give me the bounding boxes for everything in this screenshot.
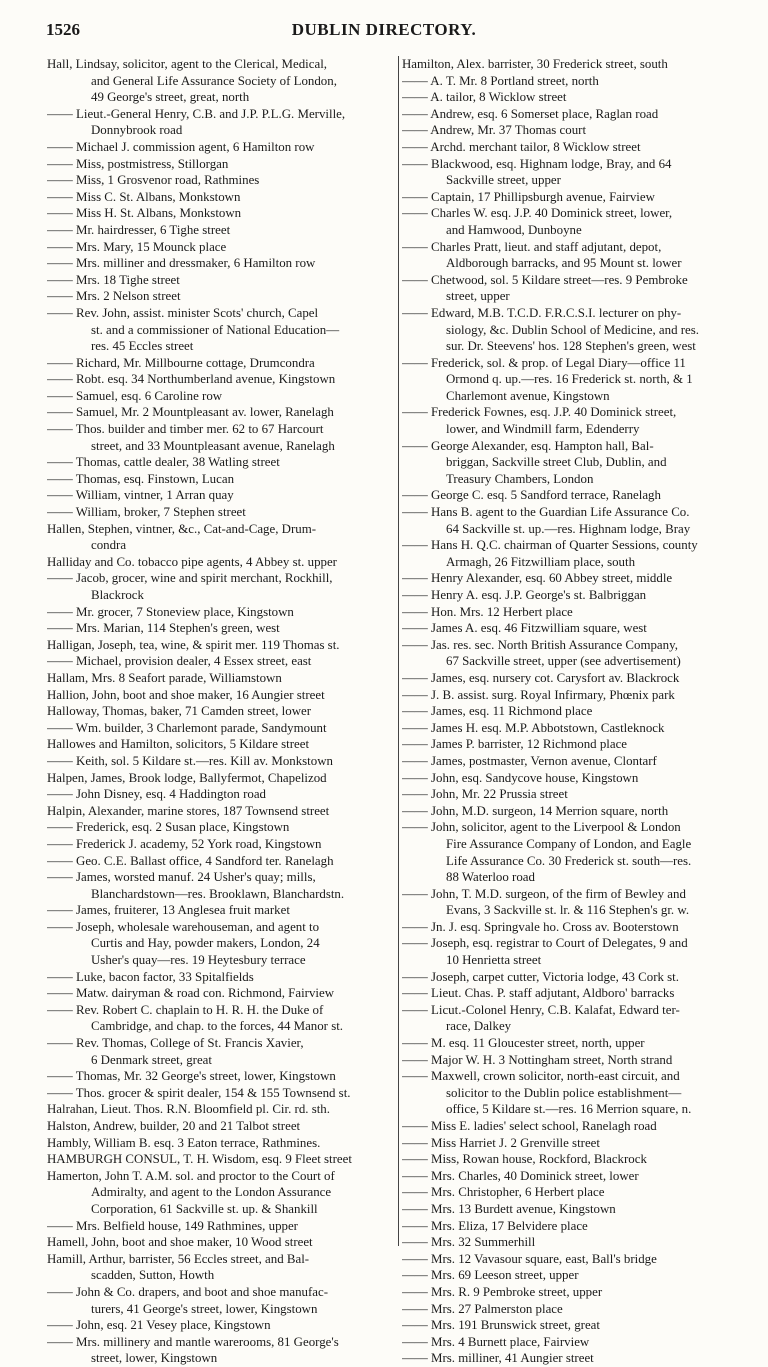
entry-continuation-line: office, 5 Kildare st.—res. 16 Merrion square, n.: [446, 1102, 692, 1117]
directory-entry: [47, 803, 403, 820]
entry-line: —— Mrs. 69 Leeson street, upper: [402, 1268, 579, 1283]
entry-line: —— Charles W. esq. J.P. 40 Dominick street, lower,: [402, 206, 673, 221]
directory-entry: [47, 222, 403, 239]
directory-entry: [47, 1251, 403, 1284]
directory-entry: [402, 504, 754, 537]
entry-line: Halpin, Alexander, marine stores, 187 Townsend street: [47, 803, 330, 818]
entry-line: —— Jacob, grocer, wine and spirit merchant, Rockhill,: [47, 571, 333, 586]
directory-entry: [47, 1168, 403, 1218]
entry-line: —— Thos. grocer & spirit dealer, 154 & 155 Townsend st.: [47, 1085, 351, 1100]
directory-entry: [47, 969, 403, 986]
directory-entry: [402, 935, 754, 968]
directory-entry: [47, 355, 403, 372]
entry-line: —— George C. esq. 5 Sandford terrace, Ranelagh: [402, 488, 661, 503]
directory-entry: [402, 1284, 754, 1301]
right-column: [402, 56, 754, 1367]
entry-line: —— Mrs. 18 Tighe street: [47, 272, 180, 287]
entry-line: —— John Disney, esq. 4 Haddington road: [47, 787, 266, 802]
entry-line: HAMBURGH CONSUL, T. H. Wisdom, esq. 9 Fleet street: [47, 1152, 352, 1167]
directory-entry: [402, 404, 754, 437]
entry-line: —— Thomas, esq. Finstown, Lucan: [47, 471, 235, 486]
entry-continuation-line: Charlemont avenue, Kingstown: [446, 388, 610, 403]
directory-entry: [47, 1151, 403, 1168]
directory-entry: [402, 1201, 754, 1218]
directory-entry: [47, 554, 403, 571]
entry-line: —— Keith, sol. 5 Kildare st.—res. Kill av. Monkstown: [47, 753, 333, 768]
entry-line: —— Mrs. 32 Summerhill: [402, 1235, 536, 1250]
entry-line: —— Miss, postmistress, Stillorgan: [47, 156, 229, 171]
entry-continuation-line: res. 45 Eccles street: [91, 339, 194, 354]
entry-continuation-line: solicitor to the Dublin police establishment—: [446, 1085, 682, 1100]
directory-entry: [402, 886, 754, 919]
entry-line: —— John, esq. Sandycove house, Kingstown: [402, 770, 639, 785]
entry-line: —— George Alexander, esq. Hampton hall, Bal-: [402, 438, 654, 453]
directory-entry: [47, 172, 403, 189]
directory-entry: [402, 189, 754, 206]
directory-entry: [402, 56, 754, 73]
entry-line: —— Edward, M.B. T.C.D. F.R.C.S.I. lecturer on phy-: [402, 305, 682, 320]
entry-continuation-line: 6 Denmark street, great: [91, 1052, 212, 1067]
entry-line: —— Miss E. ladies' select school, Ranelagh road: [402, 1119, 657, 1133]
entry-line: —— Thos. builder and timber mer. 62 to 67 Harcourt: [47, 422, 324, 437]
directory-entry: [47, 1085, 403, 1102]
directory-entry: [402, 156, 754, 189]
entry-line: —— Lieut. Chas. P. staff adjutant, Aldboro' barracks: [402, 986, 675, 1001]
entry-line: —— Miss Harriet J. 2 Grenville street: [402, 1135, 600, 1150]
entry-line: —— Hon. Mrs. 12 Herbert place: [402, 604, 573, 619]
entry-continuation-line: and General Life Assurance Society of London,: [91, 73, 337, 88]
directory-entry: [402, 703, 754, 720]
directory-entry: [402, 770, 754, 787]
directory-entry: [47, 1002, 403, 1035]
entry-continuation-line: street, lower, Kingstown: [91, 1351, 218, 1366]
entry-line: Halloway, Thomas, baker, 71 Camden street, lower: [47, 704, 312, 719]
directory-entry: [47, 371, 403, 388]
directory-entry: [402, 139, 754, 156]
directory-entry: [47, 853, 403, 870]
directory-entry: [47, 421, 403, 454]
entry-continuation-line: street, upper: [446, 289, 510, 304]
entry-continuation-line: 67 Sackville street, upper (see advertisement): [446, 654, 681, 669]
directory-entry: [402, 1267, 754, 1284]
entry-line: —— Hans H. Q.C. chairman of Quarter Sessions, county: [402, 538, 698, 553]
directory-entry: [47, 919, 403, 969]
entry-line: —— Samuel, esq. 6 Caroline row: [47, 388, 223, 403]
entry-line: Hamilton, Alex. barrister, 30 Frederick street, south: [402, 57, 668, 71]
entry-line: Hamell, John, boot and shoe maker, 10 Wood street: [47, 1235, 313, 1250]
entry-continuation-line: Cambridge, and chap. to the forces, 44 Manor st.: [91, 1019, 344, 1034]
directory-entry: [402, 355, 754, 405]
directory-entry: [402, 720, 754, 737]
entry-line: —— Chetwood, sol. 5 Kildare street—res. 9 Pembroke: [402, 272, 688, 287]
entry-line: Hall, Lindsay, solicitor, agent to the Clerical, Medical,: [47, 57, 328, 71]
entry-line: —— Andrew, esq. 6 Somerset place, Raglan road: [402, 106, 659, 121]
entry-continuation-line: siology, &c. Dublin School of Medicine, and res.: [446, 322, 699, 337]
directory-entry: [47, 687, 403, 704]
directory-entry: [402, 919, 754, 936]
entry-line: —— Mrs. milliner and dressmaker, 6 Hamilton row: [47, 256, 316, 271]
left-column: [47, 56, 403, 1367]
directory-entry: [47, 604, 403, 621]
entry-continuation-line: and Hamwood, Dunboyne: [446, 222, 582, 237]
directory-entry: [402, 106, 754, 123]
directory-entry: [47, 753, 403, 770]
entry-line: —— A. T. Mr. 8 Portland street, north: [402, 73, 599, 88]
directory-entry: [402, 570, 754, 587]
entry-line: —— Andrew, Mr. 37 Thomas court: [402, 123, 587, 138]
entry-continuation-line: briggan, Sackville street Club, Dublin, and: [446, 455, 667, 470]
entry-line: Hamerton, John T. A.M. sol. and proctor to the Court of: [47, 1168, 335, 1183]
entry-line: —— John, T. M.D. surgeon, of the firm of Bewley and: [402, 886, 686, 901]
directory-entry: [47, 388, 403, 405]
directory-entry: [47, 670, 403, 687]
entry-line: —— John, solicitor, agent to the Liverpool & London: [402, 820, 681, 835]
entry-line: —— James, esq. nursery cot. Carysfort av. Blackrock: [402, 670, 680, 685]
entry-line: Halligan, Joseph, tea, wine, & spirit mer. 119 Thomas st.: [47, 637, 340, 652]
running-title: DUBLIN DIRECTORY.: [291, 20, 477, 39]
entry-line: —— Mr. hairdresser, 6 Tighe street: [47, 222, 231, 237]
entry-line: —— Mrs. 13 Burdett avenue, Kingstown: [402, 1201, 616, 1216]
entry-continuation-line: sur. Dr. Steevens' hos. 128 Stephen's green, west: [446, 339, 696, 354]
entry-line: —— John & Co. drapers, and boot and shoe manufac-: [47, 1284, 329, 1299]
entry-line: —— Geo. C.E. Ballast office, 4 Sandford ter. Ranelagh: [47, 853, 334, 868]
directory-entry: [47, 736, 403, 753]
directory-entry: [402, 637, 754, 670]
directory-entry: [402, 1168, 754, 1185]
directory-entry: [402, 803, 754, 820]
directory-entry: [402, 1334, 754, 1351]
entry-line: —— Mrs. Charles, 40 Dominick street, lower: [402, 1168, 639, 1183]
entry-line: —— Licut.-Colonel Henry, C.B. Kalafat, Edward ter-: [402, 1002, 680, 1017]
entry-continuation-line: Aldborough barracks, and 95 Mount st. lower: [446, 256, 682, 271]
directory-entry: [402, 1184, 754, 1201]
entry-line: —— Major W. H. 3 Nottingham street, North strand: [402, 1052, 673, 1067]
directory-entry: [47, 1035, 403, 1068]
directory-entry: [402, 985, 754, 1002]
entry-continuation-line: Armagh, 26 Fitzwilliam place, south: [446, 554, 636, 569]
directory-entry: [402, 1135, 754, 1152]
entry-continuation-line: Blanchardstown—res. Brooklawn, Blanchardstn.: [91, 886, 345, 901]
directory-entry: [47, 869, 403, 902]
directory-entry: [402, 438, 754, 488]
entry-continuation-line: condra: [91, 538, 127, 553]
directory-entry: [402, 1350, 754, 1367]
entry-line: —— Mrs. Marian, 114 Stephen's green, west: [47, 621, 280, 636]
entry-continuation-line: Curtis and Hay, powder makers, London, 24: [91, 936, 320, 951]
entry-line: —— Robt. esq. 34 Northumberland avenue, Kingstown: [47, 372, 336, 387]
entry-line: —— Mrs. Eliza, 17 Belvidere place: [402, 1218, 588, 1233]
directory-entry: [402, 305, 754, 355]
directory-entry: [402, 1234, 754, 1251]
directory-entry: [47, 1118, 403, 1135]
directory-entry: [47, 288, 403, 305]
entry-line: —— Captain, 17 Phillipsburgh avenue, Fairview: [402, 189, 655, 204]
entry-line: —— Mrs. 2 Nelson street: [47, 289, 181, 304]
directory-entry: [402, 819, 754, 885]
directory-entry: [47, 139, 403, 156]
entry-line: Hamill, Arthur, barrister, 56 Eccles street, and Bal-: [47, 1251, 310, 1266]
column-divider: [398, 56, 399, 1246]
directory-entry: [47, 985, 403, 1002]
entry-line: —— Miss, Rowan house, Rockford, Blackrock: [402, 1152, 647, 1167]
entry-continuation-line: Fire Assurance Company of London, and Eagle: [446, 836, 692, 851]
directory-entry: [47, 836, 403, 853]
entry-line: Hallion, John, boot and shoe maker, 16 Aungier street: [47, 687, 325, 702]
entry-line: —— Henry Alexander, esq. 60 Abbey street, middle: [402, 571, 673, 586]
directory-entry: [47, 239, 403, 256]
entry-line: —— William, vintner, 1 Arran quay: [47, 488, 234, 503]
directory-entry: [47, 189, 403, 206]
directory-entry: [402, 1035, 754, 1052]
directory-entry: [402, 786, 754, 803]
entry-line: —— M. esq. 11 Gloucester street, north, upper: [402, 1036, 645, 1051]
entry-line: Hallam, Mrs. 8 Seafort parade, Williamstown: [47, 670, 282, 685]
directory-entry: [402, 753, 754, 770]
entry-line: Hallowes and Hamilton, solicitors, 5 Kildare street: [47, 737, 310, 752]
entry-continuation-line: Blackrock: [91, 588, 144, 602]
directory-entry: [402, 1301, 754, 1318]
directory-entry: [402, 670, 754, 687]
entry-continuation-line: st. and a commissioner of National Education—: [91, 322, 340, 337]
entry-line: —— Thomas, Mr. 32 George's street, lower, Kingstown: [47, 1069, 336, 1084]
entry-line: —— Frederick, sol. & prop. of Legal Diary—office 11: [402, 355, 686, 370]
entry-line: —— Henry A. esq. J.P. George's st. Balbriggan: [402, 588, 647, 602]
entry-continuation-line: Usher's quay—res. 19 Heytesbury terrace: [91, 953, 306, 968]
directory-entry: [47, 1101, 403, 1118]
directory-entry: [402, 1052, 754, 1069]
directory-entry: [47, 305, 403, 355]
entry-continuation-line: 64 Sackville st. up.—res. Highnam lodge, Bray: [446, 521, 691, 536]
entry-line: —— Jn. J. esq. Springvale ho. Cross av. Booterstown: [402, 919, 679, 934]
directory-entry: [47, 56, 403, 106]
directory-entry: [47, 819, 403, 836]
directory-entry: [402, 620, 754, 637]
directory-entry: [47, 487, 403, 504]
directory-entry: [47, 1334, 403, 1367]
directory-entry: [47, 637, 403, 654]
entry-line: —— Matw. dairyman & road con. Richmond, Fairview: [47, 986, 334, 1001]
directory-entry: [47, 1284, 403, 1317]
entry-line: —— Richard, Mr. Millbourne cottage, Drumcondra: [47, 355, 315, 370]
directory-entry: [47, 205, 403, 222]
entry-continuation-line: street, and 33 Mountpleasant avenue, Ranelagh: [91, 438, 335, 453]
entry-continuation-line: Sackville street, upper: [446, 173, 561, 188]
entry-line: —— Joseph, esq. registrar to Court of Delegates, 9 and: [402, 936, 688, 951]
entry-continuation-line: Life Assurance Co. 30 Frederick st. south—res.: [446, 853, 692, 868]
entry-line: —— Samuel, Mr. 2 Mountpleasant av. lower, Ranelagh: [47, 405, 334, 420]
entry-line: —— Miss C. St. Albans, Monkstown: [47, 189, 241, 204]
directory-entry: [402, 1151, 754, 1168]
directory-entry: [47, 454, 403, 471]
entry-line: Halston, Andrew, builder, 20 and 21 Talbot street: [47, 1119, 301, 1133]
directory-entry: [47, 404, 403, 421]
entry-line: —— Archd. merchant tailor, 8 Wicklow street: [402, 139, 641, 154]
directory-entry: [402, 239, 754, 272]
directory-entry: [402, 537, 754, 570]
directory-entry: [402, 604, 754, 621]
entry-line: —— Michael, provision dealer, 4 Essex street, east: [47, 654, 312, 669]
entry-continuation-line: scadden, Sutton, Howth: [91, 1268, 215, 1283]
directory-entry: [402, 687, 754, 704]
entry-line: —— Frederick, esq. 2 Susan place, Kingstown: [47, 820, 290, 835]
directory-entry: [402, 73, 754, 90]
page-number: 1526: [46, 20, 80, 39]
directory-entry: [47, 106, 403, 139]
directory-entry: [402, 487, 754, 504]
entry-line: —— Miss, 1 Grosvenor road, Rathmines: [47, 173, 260, 188]
entry-line: Hambly, William B. esq. 3 Eaton terrace, Rathmines.: [47, 1135, 321, 1150]
entry-continuation-line: Evans, 3 Sackville st. lr. & 116 Stephen's gr. w.: [446, 903, 690, 918]
entry-line: —— Mrs. 191 Brunswick street, great: [402, 1318, 600, 1333]
directory-entry: [402, 969, 754, 986]
directory-entry: [47, 902, 403, 919]
directory-entry: [402, 1118, 754, 1135]
page-header: [46, 20, 722, 44]
entry-line: —— Joseph, wholesale warehouseman, and agent to: [47, 919, 320, 934]
entry-continuation-line: Donnybrook road: [91, 123, 183, 138]
directory-entry: [47, 1317, 403, 1334]
directory-entry: [402, 1068, 754, 1118]
directory-entry: [47, 1234, 403, 1251]
directory-entry: [47, 703, 403, 720]
directory-entry: [47, 1135, 403, 1152]
directory-entry: [402, 272, 754, 305]
entry-line: —— Mrs. milliner, 41 Aungier street: [402, 1351, 594, 1366]
entry-line: —— Michael J. commission agent, 6 Hamilton row: [47, 139, 315, 154]
entry-line: —— Joseph, carpet cutter, Victoria lodge, 43 Cork st.: [402, 969, 679, 984]
directory-entry: [402, 205, 754, 238]
directory-entry: [402, 122, 754, 139]
directory-entry: [402, 1002, 754, 1035]
entry-line: —— Blackwood, esq. Highnam lodge, Bray, and 64: [402, 156, 672, 171]
entry-continuation-line: Treasury Chambers, London: [446, 471, 594, 486]
directory-entry: [402, 89, 754, 106]
entry-line: —— William, broker, 7 Stephen street: [47, 505, 246, 520]
entry-line: —— Mrs. millinery and mantle warerooms, 81 George's: [47, 1334, 339, 1349]
entry-line: —— Rev. Thomas, College of St. Francis Xavier,: [47, 1036, 304, 1051]
directory-entry: [47, 1068, 403, 1085]
entry-line: —— Charles Pratt, lieut. and staff adjutant, depot,: [402, 239, 662, 254]
directory-entry: [47, 620, 403, 637]
entry-line: —— James H. esq. M.P. Abbotstown, Castleknock: [402, 720, 665, 735]
directory-entry: [47, 255, 403, 272]
entry-continuation-line: lower, and Windmill farm, Edenderry: [446, 422, 640, 437]
directory-entry: [47, 156, 403, 173]
entry-line: —— Frederick Fownes, esq. J.P. 40 Dominick street,: [402, 405, 677, 420]
entry-line: Halliday and Co. tobacco pipe agents, 4 Abbey st. upper: [47, 554, 337, 569]
directory-entry: [402, 1218, 754, 1235]
entry-continuation-line: 88 Waterloo road: [446, 870, 535, 885]
entry-continuation-line: Admiralty, and agent to the London Assurance: [91, 1185, 332, 1200]
entry-continuation-line: Corporation, 61 Sackville st. up. & Shankill: [91, 1201, 318, 1216]
directory-entry: [47, 720, 403, 737]
entry-line: —— Thomas, cattle dealer, 38 Watling street: [47, 455, 280, 470]
entry-line: —— Miss H. St. Albans, Monkstown: [47, 206, 242, 221]
entry-line: —— James P. barrister, 12 Richmond place: [402, 737, 628, 752]
entry-line: —— Mrs. 12 Vavasour square, east, Ball's bridge: [402, 1251, 657, 1266]
entry-line: —— Luke, bacon factor, 33 Spitalfields: [47, 969, 254, 984]
entry-line: —— John, Mr. 22 Prussia street: [402, 787, 568, 802]
directory-entry: [47, 521, 403, 554]
entry-line: —— Mr. grocer, 7 Stoneview place, Kingstown: [47, 604, 294, 619]
entry-line: —— A. tailor, 8 Wicklow street: [402, 90, 567, 105]
directory-entry: [402, 736, 754, 753]
entry-line: —— James, fruiterer, 13 Anglesea fruit market: [47, 903, 290, 918]
entry-continuation-line: 49 George's street, great, north: [91, 90, 250, 105]
entry-continuation-line: turers, 41 George's street, lower, Kingstown: [91, 1301, 318, 1316]
entry-continuation-line: Ormond q. up.—res. 16 Frederick st. north, & 1: [446, 372, 693, 387]
entry-line: —— Lieut.-General Henry, C.B. and J.P. P.L.G. Merville,: [47, 106, 346, 121]
entry-line: —— James, postmaster, Vernon avenue, Clontarf: [402, 753, 657, 768]
entry-line: —— Mrs. Belfield house, 149 Rathmines, upper: [47, 1218, 298, 1233]
entry-line: —— Mrs. R. 9 Pembroke street, upper: [402, 1284, 603, 1299]
directory-entry: [47, 504, 403, 521]
directory-entry: [47, 272, 403, 289]
entry-line: Hallen, Stephen, vintner, &c., Cat-and-Cage, Drum-: [47, 521, 317, 536]
entry-line: —— Maxwell, crown solicitor, north-east circuit, and: [402, 1069, 680, 1084]
directory-entry: [47, 1218, 403, 1235]
entry-line: —— James A. esq. 46 Fitzwilliam square, west: [402, 621, 647, 636]
entry-line: —— Mrs. 27 Palmerston place: [402, 1301, 563, 1316]
entry-line: Halrahan, Lieut. Thos. R.N. Bloomfield pl. Cir. rd. sth.: [47, 1102, 330, 1117]
entry-line: —— Mrs. 4 Burnett place, Fairview: [402, 1334, 590, 1349]
entry-line: —— Wm. builder, 3 Charlemont parade, Sandymount: [47, 720, 327, 735]
directory-entry: [47, 653, 403, 670]
entry-line: —— Jas. res. sec. North British Assurance Company,: [402, 637, 678, 652]
entry-continuation-line: race, Dalkey: [446, 1019, 512, 1034]
entry-line: —— Rev. Robert C. chaplain to H. R. H. the Duke of: [47, 1002, 324, 1017]
entry-line: —— Rev. John, assist. minister Scots' church, Capel: [47, 305, 319, 320]
directory-entry: [47, 471, 403, 488]
directory-entry: [402, 1317, 754, 1334]
entry-line: —— Mrs. Mary, 15 Mounck place: [47, 239, 227, 254]
entry-line: —— James, esq. 11 Richmond place: [402, 704, 593, 719]
entry-line: —— John, esq. 21 Vesey place, Kingstown: [47, 1318, 271, 1333]
entry-line: —— Mrs. Christopher, 6 Herbert place: [402, 1185, 605, 1200]
directory-entry: [47, 770, 403, 787]
entry-line: —— Hans B. agent to the Guardian Life Assurance Co.: [402, 505, 690, 520]
entry-line: —— James, worsted manuf. 24 Usher's quay; mills,: [47, 870, 316, 885]
entry-line: Halpen, James, Brook lodge, Ballyfermot, Chapelizod: [47, 770, 327, 785]
directory-entry: [402, 587, 754, 604]
directory-entry: [402, 1251, 754, 1268]
entry-line: —— John, M.D. surgeon, 14 Merrion square, north: [402, 803, 669, 818]
entry-continuation-line: 10 Henrietta street: [446, 953, 542, 968]
directory-entry: [47, 570, 403, 603]
directory-entry: [47, 786, 403, 803]
entry-line: —— J. B. assist. surg. Royal Infirmary, Phœnix park: [402, 687, 675, 702]
entry-line: —— Frederick J. academy, 52 York road, Kingstown: [47, 836, 322, 851]
